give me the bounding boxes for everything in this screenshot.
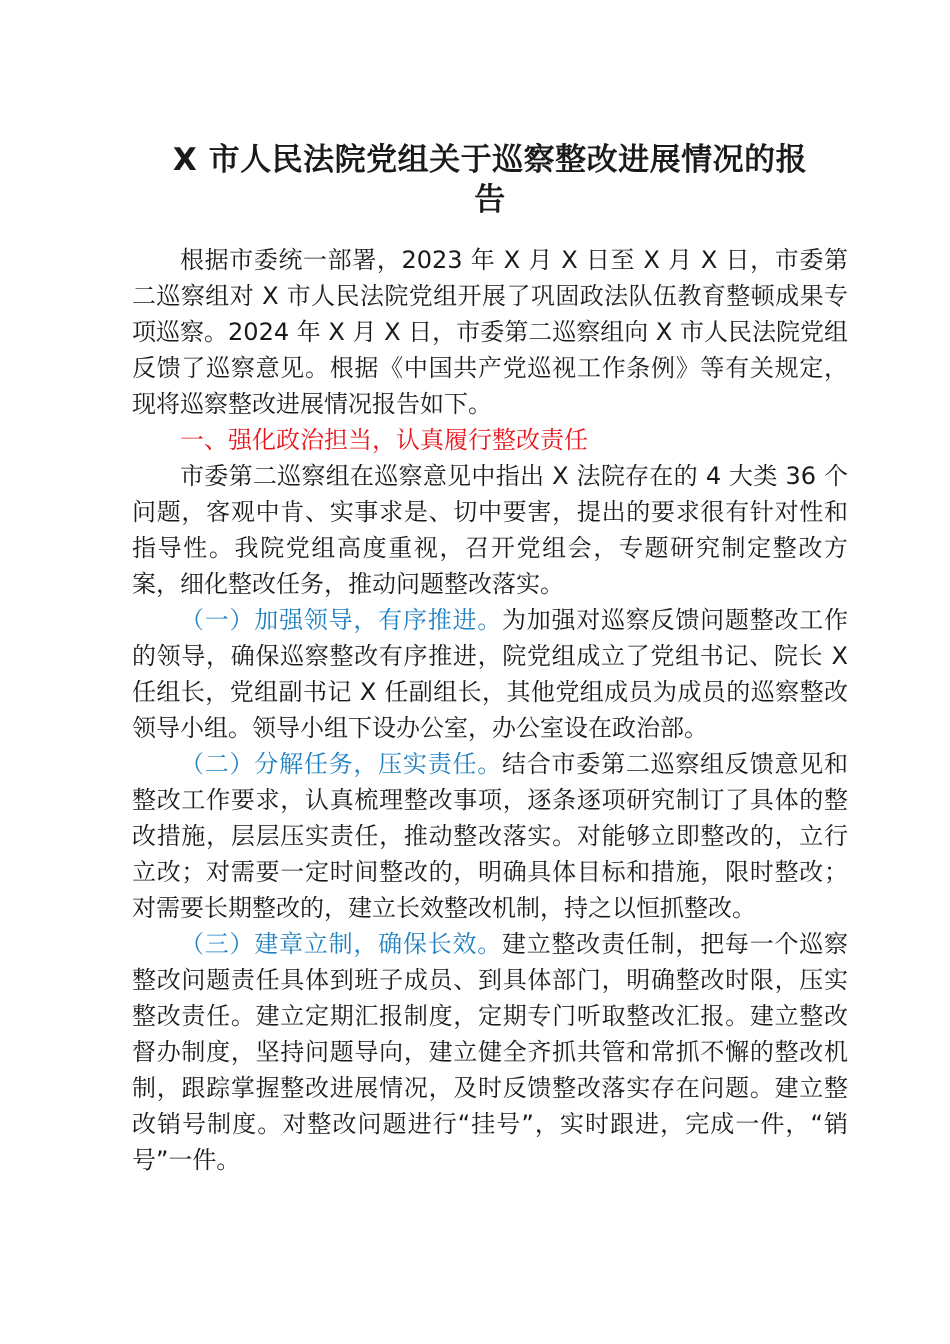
subsection-1-heading: （一）加强领导，有序推进。 [180,606,502,634]
subsection-3-paragraph [132,926,848,1178]
subsection-2-heading: （二）分解任务，压实责任。 [180,750,502,778]
document-body [132,242,848,1178]
subsection-3-text: 建立整改责任制，把每一个巡察整改问题责任具体到班子成员、到具体部门，明确整改时限，压实整改责任。建立定期汇报制度，定期专门听取整改汇报。建立整改督办制度，坚持问题导向，建立健全齐抓共管和常抓不懈的整改机制，跟踪掌握整改进展情况，及时反馈整改落实存在问题。建立整改销号制度。对整改问题进行“挂号”，实时跟进，完成一件，“销号”一件。 [132,930,848,1174]
section-1-paragraph: 市委第二巡察组在巡察意见中指出 X 法院存在的 4 大类 36 个问题，客观中肯、实事求是、切中要害，提出的要求很有针对性和指导性。我院党组高度重视，召开党组会，专题研究制定整改方案，细化整改任务，推动问题整改落实。 [132,462,848,598]
intro-paragraph: 根据市委统一部署，2023 年 X 月 X 日至 X 月 X 日，市委第二巡察组对 X 市人民法院党组开展了巩固政法队伍教育整顿成果专项巡察。2024 年 X 月 X 日，市委第二巡察组向 X 市人民法院党组反馈了巡察意见。根据《中国共产党巡视工作条例》等有关规定，现将巡察整改进展情况报告如下。 [132,246,848,418]
document-page [132,140,848,1178]
subsection-2-paragraph [132,746,848,926]
subsection-1-text: 为加强对巡察反馈问题整改工作的领导，确保巡察整改有序推进，院党组成立了党组书记、院长 X 任组长，党组副书记 X 任副组长，其他党组成员为成员的巡察整改领导小组。领导小组下设办公室，办公室设在政治部。 [132,606,848,742]
title-line-1: X 市人民法院党组关于巡察整改进展情况的报 [172,142,808,178]
subsection-1-paragraph [132,602,848,746]
subsection-3-heading: （三）建章立制，确保长效。 [180,930,502,958]
subsection-2-text: 结合市委第二巡察组反馈意见和整改工作要求，认真梳理整改事项，逐条逐项研究制订了具体的整改措施，层层压实责任，推动整改落实。对能够立即整改的，立行立改；对需要一定时间整改的，明确具体目标和措施，限时整改；对需要长期整改的，建立长效整改机制，持之以恒抓整改。 [132,750,848,922]
section-1-heading: 一、强化政治担当，认真履行整改责任 [180,426,588,454]
title-line-2: 告 [474,182,506,218]
document-title [132,140,848,220]
